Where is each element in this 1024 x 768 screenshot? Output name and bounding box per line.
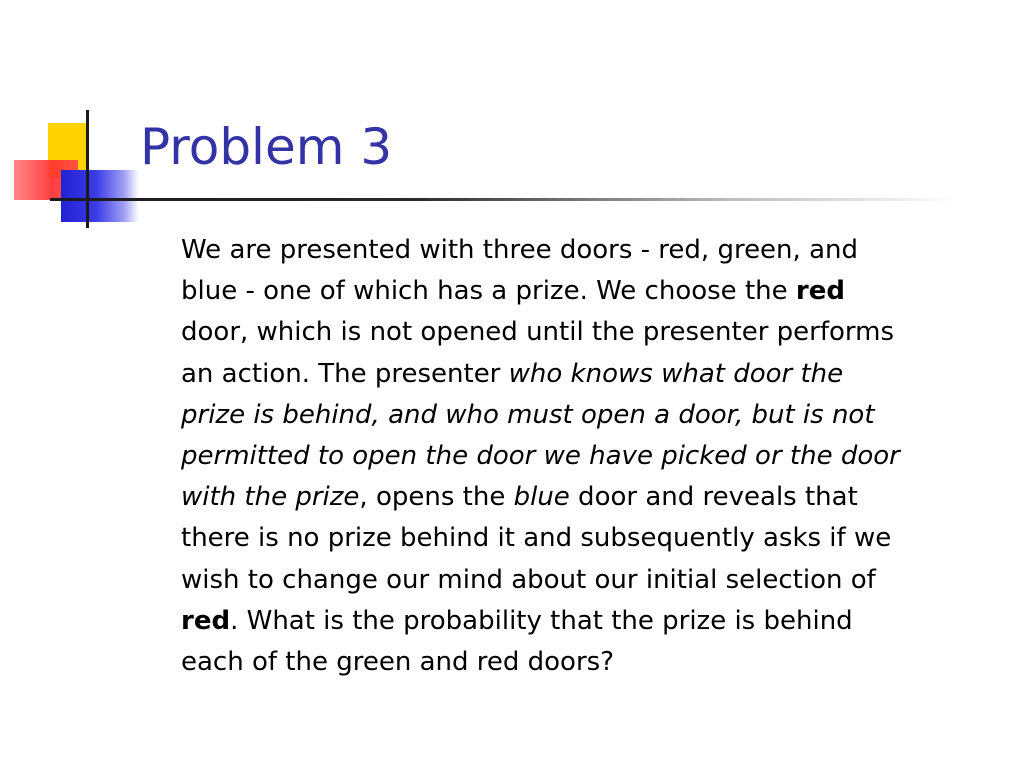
text-line [181,560,1001,601]
italic-run: blue [513,482,570,513]
text-line [181,642,1001,683]
text-run: an action. The presenter [181,358,509,389]
text-line [181,271,1001,312]
slide-title: Problem 3 [140,118,393,176]
problem-text [181,230,1001,683]
blue-square [61,170,139,222]
text-run: there is no prize behind it and subsequently asks if we [181,523,892,554]
title-underline [50,198,960,201]
text-run: each of the green and red doors? [181,647,614,678]
italic-run: permitted to open the door we have picked or the door [181,441,900,472]
text-run: , opens the [359,482,514,513]
text-line [181,354,1001,395]
decorative-logo [0,0,140,240]
text-run: wish to change our mind about our initial selection of [181,564,876,595]
bold-run: red [795,276,845,307]
vertical-rule [86,110,89,228]
text-run: . What is the probability that the prize is behind [230,605,853,636]
text-line [181,312,1001,353]
italic-run: with the prize [181,482,360,513]
text-run: door, which is not opened until the presenter performs [181,317,895,348]
text-line [181,436,1001,477]
text-line [181,230,1001,271]
text-run: blue - one of which has a prize. We choose the [181,276,796,307]
italic-run: prize is behind, and who must open a door, but is not [181,399,875,430]
text-run: door and reveals that [569,482,858,513]
bold-run: red [181,605,231,636]
text-run: We are presented with three doors - red, green, and [181,235,858,265]
text-line [181,477,1001,518]
text-line [181,601,1001,642]
text-line [181,518,1001,559]
italic-run: who knows what door the [508,358,844,389]
text-line [181,395,1001,436]
